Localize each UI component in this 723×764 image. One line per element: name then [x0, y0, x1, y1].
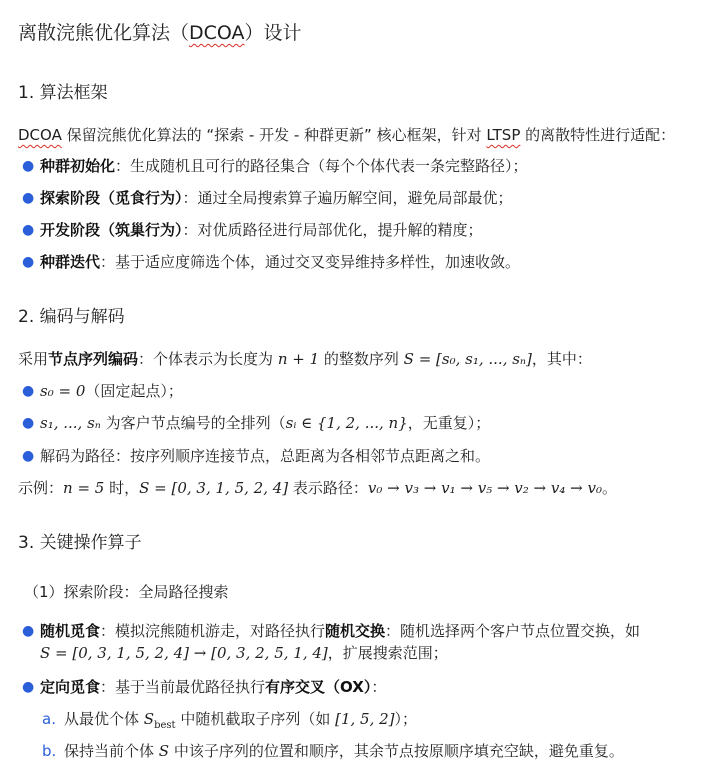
list-item: 定向觅食：基于当前最优路径执行有序交叉（OX）：	[40, 678, 387, 696]
bullet-dot-icon: ●	[22, 448, 35, 464]
list-item: 探索阶段（觅食行为）：通过全局搜索算子遍历解空间，避免局部最优；	[40, 189, 513, 207]
bullet-dot-icon: ●	[22, 254, 35, 270]
page-title: 离散浣熊优化算法（DCOA）设计	[18, 22, 302, 44]
bullet-dot-icon: ●	[22, 679, 35, 695]
section-1-heading: 1. 算法框架	[18, 83, 108, 103]
list-item: 随机觅食：模拟浣熊随机游走，对路径执行随机交换：随机选择两个客户节点位置交换，如	[40, 622, 641, 640]
encoding-example: 示例：n = 5 时，S = [0, 3, 1, 5, 2, 4] 表示路径：v₀ → v₃ → v₁ → v₅ → v₂ → v₄ → v₀。	[18, 479, 617, 497]
section-2-heading: 2. 编码与解码	[18, 307, 125, 327]
sublist-marker-a: a.	[42, 710, 56, 728]
list-item: 种群初始化：生成随机且可行的路径集合（每个个体代表一条完整路径）；	[40, 157, 528, 175]
section-2-intro: 采用节点序列编码：个体表示为长度为 n + 1 的整数序列 S = [s₀, s₁, ..., sₙ]，其中：	[18, 350, 592, 368]
bullet-dot-icon: ●	[22, 190, 35, 206]
sublist-marker-b: b.	[42, 742, 57, 760]
subsection-heading: （1）探索阶段：全局路径搜索	[24, 583, 229, 601]
bullet-dot-icon: ●	[22, 415, 35, 431]
sublist-item: 保持当前个体 S 中该子序列的位置和顺序，其余节点按原顺序填充空缺，避免重复。	[64, 742, 624, 760]
section-1-intro: DCOA 保留浣熊优化算法的 “探索 - 开发 - 种群更新” 核心框架，针对 LTSP 的离散特性进行适配：	[18, 126, 676, 144]
list-item: s₁, ..., sₙ 为客户节点编号的全排列（sᵢ ∈ {1, 2, ..., n}，无重复）；	[40, 414, 491, 432]
dcoa-term: DCOA	[189, 22, 245, 44]
list-item: s₀ = 0（固定起点）；	[40, 382, 183, 400]
list-item-continuation: S = [0, 3, 1, 5, 2, 4] → [0, 3, 2, 5, 1, 4]，扩展搜索范围；	[40, 644, 448, 662]
list-item: 开发阶段（筑巢行为）：对优质路径进行局部优化，提升解的精度；	[40, 221, 483, 239]
list-item: 种群迭代：基于适应度筛选个体，通过交叉变异维持多样性，加速收敛。	[40, 253, 521, 271]
section-3-heading: 3. 关键操作算子	[18, 533, 142, 553]
sublist-item: 从最优个体 $S_{best}$ 中随机截取子序列（如 [1, 5, 2]）；	[64, 710, 418, 731]
bullet-dot-icon: ●	[22, 158, 35, 174]
bullet-dot-icon: ●	[22, 623, 35, 639]
list-item: 解码为路径：按序列顺序连接节点，总距离为各相邻节点距离之和。	[40, 447, 491, 465]
bullet-dot-icon: ●	[22, 222, 35, 238]
bullet-dot-icon: ●	[22, 383, 35, 399]
